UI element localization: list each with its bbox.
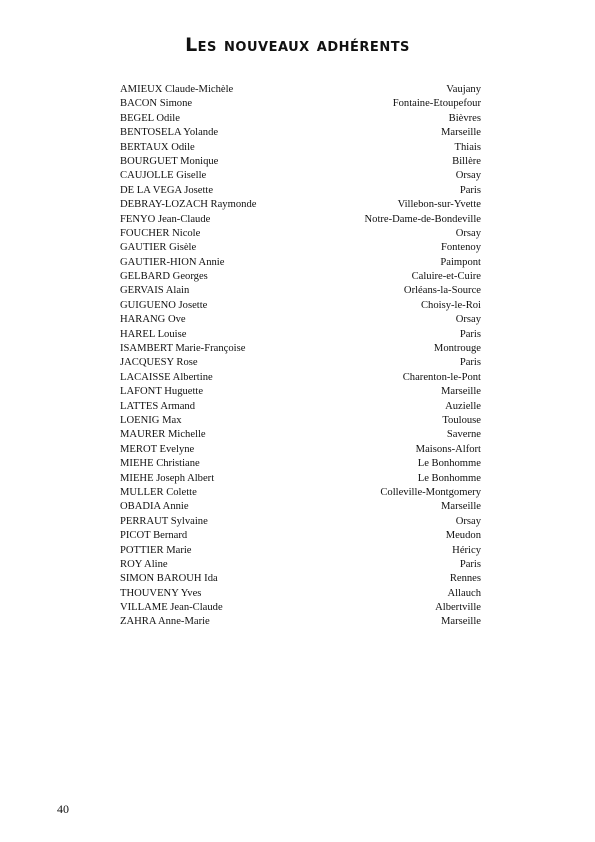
member-name: BENTOSELA Yolande (120, 127, 219, 139)
member-row (120, 141, 481, 155)
member-name: GELBARD Georges (120, 271, 208, 283)
member-name: MIEHE Christiane (120, 458, 200, 470)
member-row (120, 299, 481, 313)
member-city: Saverne (446, 429, 481, 441)
member-name: GAUTIER Gisèle (120, 242, 197, 254)
member-city: Orsay (455, 227, 481, 239)
member-city: Le Bonhomme (417, 472, 481, 484)
member-city: Bièvres (448, 112, 481, 124)
member-name: ISAMBERT Marie-Françoise (120, 343, 246, 355)
member-name: CAUJOLLE Giselle (120, 170, 207, 182)
member-row (120, 112, 481, 126)
member-row (120, 443, 481, 457)
member-name: PICOT Bernard (120, 530, 188, 542)
member-city: Allauch (447, 587, 481, 599)
member-city: Orsay (455, 314, 481, 326)
member-name: MEROT Evelyne (120, 443, 195, 455)
member-row (120, 241, 481, 255)
member-city: Caluire-et-Cuire (411, 271, 481, 283)
member-name: BOURGUET Monique (120, 155, 219, 167)
member-city: Rennes (449, 573, 481, 585)
member-name: MAURER Michelle (120, 429, 206, 441)
member-city: Paris (459, 328, 481, 340)
member-row (120, 227, 481, 241)
member-row (120, 97, 481, 111)
member-name: VILLAME Jean-Claude (120, 602, 223, 614)
member-name: GERVAIS Alain (120, 285, 190, 297)
member-name: LATTES Armand (120, 400, 196, 412)
member-row (120, 572, 481, 586)
member-city: Charenton-le-Pont (402, 371, 481, 383)
member-row (120, 83, 481, 97)
member-name: ZAHRA Anne-Marie (120, 616, 210, 628)
member-name: BERTAUX Odile (120, 141, 195, 153)
member-city: Vaujany (446, 84, 481, 95)
member-row (120, 601, 481, 615)
member-row (120, 371, 481, 385)
member-name: DE LA VEGA Josette (120, 184, 214, 196)
member-row (120, 486, 481, 500)
member-row (120, 529, 481, 543)
member-row (120, 472, 481, 486)
member-name: FOUCHER Nicole (120, 227, 201, 239)
member-name: OBADIA Annie (120, 501, 189, 513)
member-city: Toulouse (442, 414, 481, 426)
member-row (120, 414, 481, 428)
member-name: HAREL Louise (120, 328, 187, 340)
page-title: Les nouveaux adhérents (185, 34, 410, 56)
member-row (120, 544, 481, 558)
member-city: Albertville (435, 602, 481, 614)
member-city: Le Bonhomme (417, 458, 481, 470)
member-city: Colleville-Montgomery (380, 486, 481, 498)
member-name: DEBRAY-LOZACH Raymonde (120, 199, 257, 211)
member-name: LACAISSE Albertine (120, 371, 213, 383)
member-name: JACQUESY Rose (120, 357, 198, 369)
member-row (120, 328, 481, 342)
member-city: Marseille (440, 386, 481, 398)
member-city: Paris (459, 184, 481, 196)
member-name: POTTIER Marie (120, 544, 192, 556)
member-name: THOUVENY Yves (120, 587, 202, 599)
member-city: Villebon-sur-Yvette (397, 199, 481, 211)
member-city: Marseille (440, 501, 481, 513)
page-number: 40 (57, 802, 69, 816)
member-city: Auzielle (445, 400, 481, 412)
member-name: MULLER Colette (120, 486, 197, 498)
member-name: BACON Simone (120, 98, 193, 110)
member-name: HARANG Ove (120, 314, 186, 326)
member-row (120, 356, 481, 370)
member-city: Héricy (452, 544, 481, 556)
member-row (120, 256, 481, 270)
member-city: Meudon (445, 530, 481, 542)
member-name: BEGEL Odile (120, 112, 180, 124)
member-name: AMIEUX Claude-Michèle (120, 84, 234, 95)
member-row (120, 342, 481, 356)
member-row (120, 155, 481, 169)
member-city: Paimpont (440, 256, 481, 268)
member-city: Fontenoy (440, 242, 481, 254)
member-row (120, 284, 481, 298)
member-row (120, 615, 481, 629)
member-name: GAUTIER-HION Annie (120, 256, 225, 268)
member-row (120, 270, 481, 284)
member-city: Choisy-le-Roi (420, 299, 481, 311)
member-name: LOENIG Max (120, 414, 182, 426)
member-city: Billère (452, 155, 481, 167)
member-name: PERRAUT Sylvaine (120, 515, 208, 527)
member-row (120, 313, 481, 327)
member-row (120, 500, 481, 514)
member-name: LAFONT Huguette (120, 386, 204, 398)
member-row (120, 457, 481, 471)
member-row (120, 184, 481, 198)
member-row (120, 587, 481, 601)
member-city: Paris (459, 558, 481, 570)
member-name: FENYO Jean-Claude (120, 213, 211, 225)
member-city: Orléans-la-Source (403, 285, 481, 297)
member-city: Notre-Dame-de-Bondeville (364, 213, 481, 225)
member-row (120, 428, 481, 442)
member-name: ROY Aline (120, 558, 168, 570)
member-city: Montrouge (433, 343, 481, 355)
member-row (120, 385, 481, 399)
member-city: Orsay (455, 515, 481, 527)
member-list (120, 83, 481, 630)
member-city: Fontaine-Etoupefour (392, 98, 481, 110)
member-row (120, 515, 481, 529)
member-city: Marseille (440, 127, 481, 139)
member-row (120, 213, 481, 227)
member-name: SIMON BAROUH Ida (120, 573, 218, 585)
member-city: Marseille (440, 616, 481, 628)
member-row (120, 126, 481, 140)
member-city: Thiais (454, 141, 481, 153)
member-name: GUIGUENO Josette (120, 299, 208, 311)
member-row (120, 558, 481, 572)
member-row (120, 169, 481, 183)
member-city: Maisons-Alfort (415, 443, 481, 455)
member-name: MIEHE Joseph Albert (120, 472, 215, 484)
member-city: Paris (459, 357, 481, 369)
member-row (120, 198, 481, 212)
member-city: Orsay (455, 170, 481, 182)
member-row (120, 400, 481, 414)
